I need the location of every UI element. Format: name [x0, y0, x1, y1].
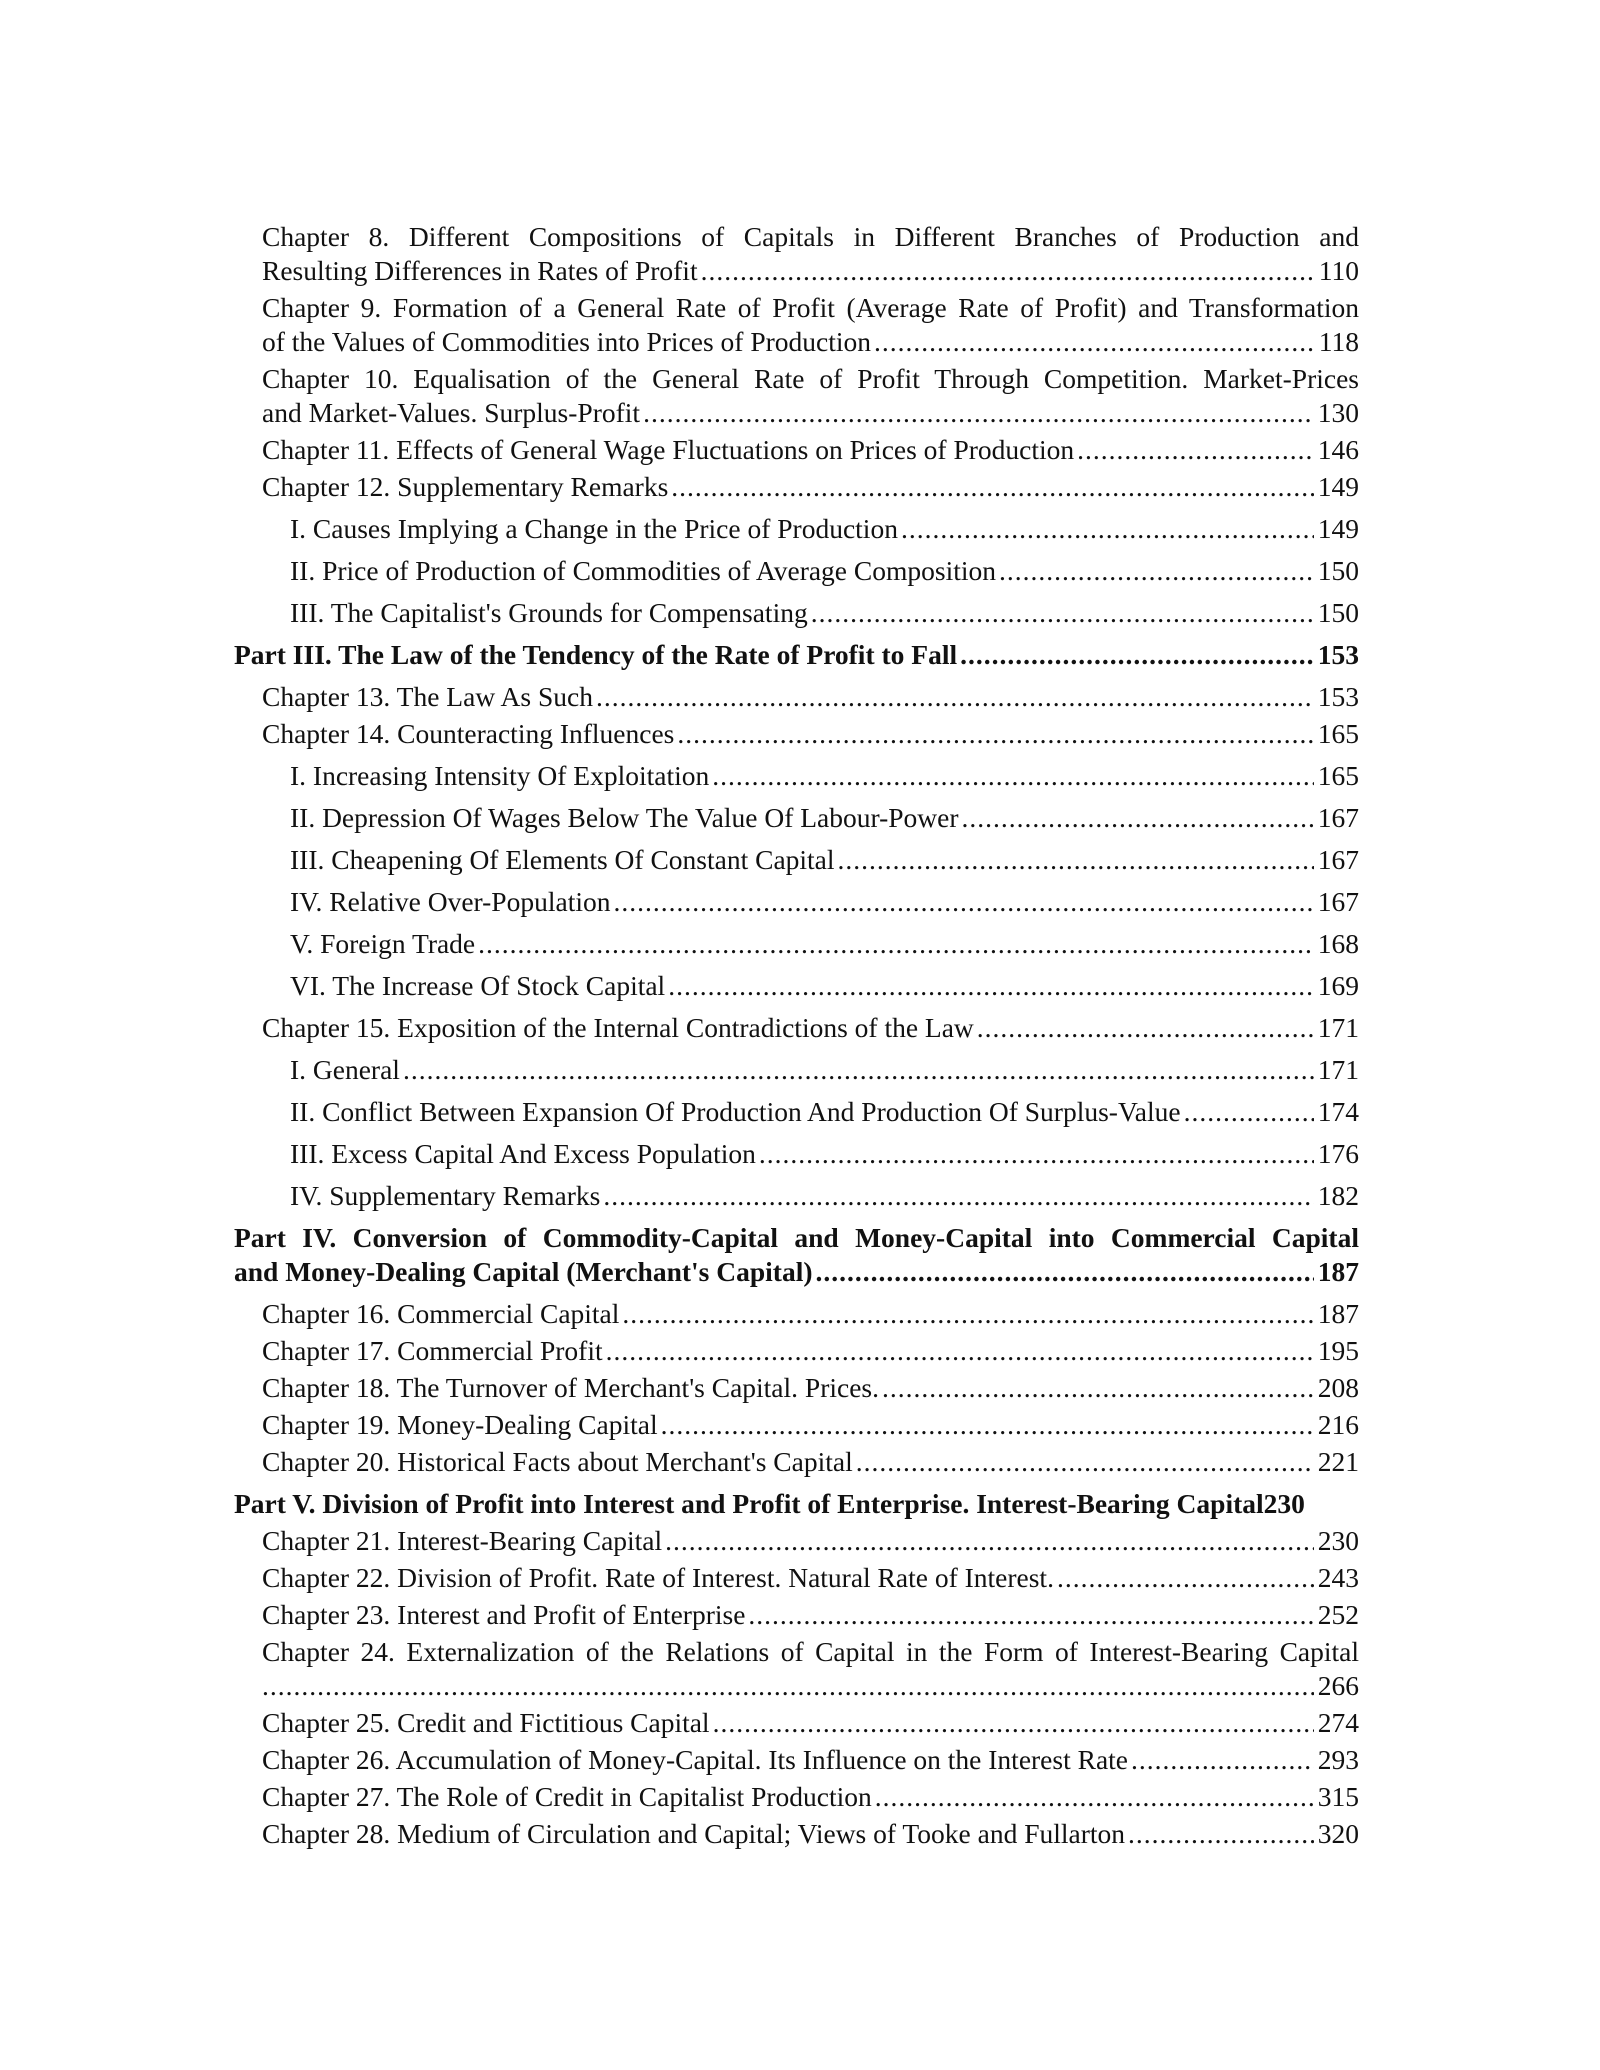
toc-page-number: 149	[1317, 513, 1359, 544]
toc-entry-section[interactable]	[234, 801, 1359, 835]
toc-entry-chapter-18[interactable]	[234, 1371, 1359, 1405]
dot-leader	[874, 325, 1315, 359]
dot-leader	[977, 1011, 1314, 1045]
toc-page-number: 252	[1317, 1599, 1359, 1630]
toc-entry-title: III. The Capitalist's Grounds for Compensating	[290, 597, 808, 628]
toc-entry-title: Chapter 15. Exposition of the Internal Contradictions of the Law	[262, 1012, 974, 1043]
toc-entry-title: II. Price of Production of Commodities of Average Composition	[290, 555, 996, 586]
toc-page-number: 320	[1317, 1818, 1359, 1849]
toc-entry-chapter-8[interactable]	[234, 220, 1359, 288]
toc-page-number: 182	[1317, 1180, 1359, 1211]
toc-entry-chapter-14[interactable]	[234, 717, 1359, 751]
toc-entry-title: and Market-Values. Surplus-Profit	[262, 397, 641, 428]
dot-leader	[816, 1255, 1314, 1289]
toc-page-number: 171	[1317, 1054, 1359, 1085]
toc-page-number: 167	[1317, 886, 1359, 917]
toc-entry-title: III. Cheapening Of Elements Of Constant Capital	[290, 844, 835, 875]
toc-entry-chapter-19[interactable]	[234, 1408, 1359, 1442]
toc-entry-title-line1: Chapter 9. Formation of a General Rate of Profit (Average Rate of Profit) and Transformation	[262, 292, 1359, 323]
dot-leader	[1057, 1561, 1314, 1595]
dot-leader	[677, 717, 1313, 751]
toc-entry-section[interactable]	[234, 843, 1359, 877]
toc-page-number: 167	[1317, 802, 1359, 833]
toc-page-number: 146	[1317, 434, 1359, 465]
table-of-contents	[234, 220, 1359, 1851]
toc-entry-title: IV. Relative Over-Population	[290, 886, 611, 917]
toc-entry-part-5[interactable]	[234, 1487, 1359, 1521]
toc-entry-title-line1: Chapter 10. Equalisation of the General Rate of Profit Through Competition. Market-Prices	[262, 363, 1359, 394]
dot-leader	[403, 1053, 1314, 1087]
dot-leader	[603, 1179, 1313, 1213]
toc-entry-title: Chapter 22. Division of Profit. Rate of Interest. Natural Rate of Interest.	[262, 1562, 1054, 1593]
dot-leader	[901, 512, 1314, 546]
toc-entry-title: Chapter 16. Commercial Capital	[262, 1298, 620, 1329]
dot-leader	[712, 759, 1313, 793]
dot-leader	[262, 1669, 1314, 1703]
toc-page-number: 130	[1317, 397, 1359, 428]
dot-leader	[701, 254, 1315, 288]
toc-entry-chapter-16[interactable]	[234, 1297, 1359, 1331]
toc-page-number: 243	[1317, 1562, 1359, 1593]
toc-page-number: 293	[1317, 1744, 1359, 1775]
toc-page-number: 169	[1317, 970, 1359, 1001]
toc-entry-chapter-25[interactable]	[234, 1706, 1359, 1740]
toc-entry-chapter-22[interactable]	[234, 1561, 1359, 1595]
dot-leader	[856, 1445, 1314, 1479]
dot-leader	[875, 1780, 1314, 1814]
toc-page-number: 150	[1317, 555, 1359, 586]
toc-entry-title: of the Values of Commodities into Prices of Production	[262, 326, 872, 357]
dot-leader	[882, 1371, 1314, 1405]
toc-entry-title: Chapter 28. Medium of Circulation and Capital; Views of Tooke and Fullarton	[262, 1818, 1126, 1849]
toc-entry-title-line1: Chapter 24. Externalization of the Relations of Capital in the Form of Interest-Bearing Capital	[262, 1636, 1359, 1667]
toc-entry-chapter-11[interactable]	[234, 433, 1359, 467]
toc-entry-title: Chapter 14. Counteracting Influences	[262, 718, 675, 749]
toc-page-number: 118	[1318, 326, 1359, 357]
toc-entry-title: Chapter 13. The Law As Such	[262, 681, 593, 712]
toc-entry-section[interactable]	[234, 1053, 1359, 1087]
toc-entry-section[interactable]	[234, 1179, 1359, 1213]
toc-page-number: 174	[1317, 1096, 1359, 1127]
dot-leader	[671, 470, 1313, 504]
toc-page-number: 149	[1317, 471, 1359, 502]
toc-page-number: 230	[1317, 1525, 1359, 1556]
dot-leader	[1184, 1095, 1314, 1129]
toc-entry-section[interactable]	[234, 512, 1359, 546]
toc-entry-section[interactable]	[234, 759, 1359, 793]
toc-entry-chapter-28[interactable]	[234, 1817, 1359, 1851]
toc-page-number: 165	[1317, 760, 1359, 791]
toc-page-number: 274	[1317, 1707, 1359, 1738]
toc-entry-title: IV. Supplementary Remarks	[290, 1180, 601, 1211]
toc-page-number: 168	[1317, 928, 1359, 959]
dot-leader	[613, 885, 1313, 919]
toc-entry-section[interactable]	[234, 1095, 1359, 1129]
toc-page-number: 208	[1317, 1372, 1359, 1403]
toc-entry-section[interactable]	[234, 596, 1359, 630]
toc-entry-title: Chapter 11. Effects of General Wage Fluctuations on Prices of Production	[262, 434, 1075, 465]
toc-entry-title: Chapter 23. Interest and Profit of Enterprise	[262, 1599, 746, 1630]
toc-entry-title: Chapter 19. Money-Dealing Capital	[262, 1409, 658, 1440]
toc-entry-chapter-10[interactable]	[234, 362, 1359, 430]
toc-entry-title: Part V. Division of Profit into Interest and Profit of Enterprise. Interest-Bearing Capital	[234, 1488, 1264, 1519]
toc-page-number: 110	[1318, 255, 1359, 286]
toc-entry-part-3[interactable]	[234, 638, 1359, 672]
toc-entry-part-4[interactable]	[234, 1221, 1359, 1289]
toc-entry-title: Chapter 17. Commercial Profit	[262, 1335, 603, 1366]
toc-entry-title: III. Excess Capital And Excess Population	[290, 1138, 756, 1169]
toc-entry-title: I. General	[290, 1054, 400, 1085]
toc-entry-title: II. Depression Of Wages Below The Value Of Labour-Power	[290, 802, 959, 833]
dot-leader	[606, 1334, 1314, 1368]
toc-entry-title: Chapter 12. Supplementary Remarks	[262, 471, 669, 502]
dot-leader	[661, 1408, 1314, 1442]
toc-entry-title: VI. The Increase Of Stock Capital	[290, 970, 666, 1001]
toc-entry-title: Resulting Differences in Rates of Profit	[262, 255, 698, 286]
toc-entry-title: Chapter 18. The Turnover of Merchant's Capital. Prices.	[262, 1372, 879, 1403]
dot-leader	[962, 801, 1314, 835]
dot-leader	[1131, 1743, 1314, 1777]
dot-leader	[622, 1297, 1313, 1331]
toc-entry-chapter-12[interactable]	[234, 470, 1359, 504]
toc-page-number: 153	[1317, 639, 1359, 670]
dot-leader	[643, 396, 1314, 430]
toc-page-number: 315	[1317, 1781, 1359, 1812]
toc-entry-title: Chapter 20. Historical Facts about Merchant's Capital	[262, 1446, 853, 1477]
toc-entry-section[interactable]	[234, 927, 1359, 961]
dot-leader	[748, 1598, 1313, 1632]
toc-page-number: 230	[1263, 1488, 1305, 1519]
dot-leader	[960, 638, 1314, 672]
dot-leader	[1128, 1817, 1314, 1851]
toc-entry-title-line1: Part IV. Conversion of Commodity-Capital and Money-Capital into Commercial Capital	[234, 1222, 1359, 1253]
dot-leader	[838, 843, 1314, 877]
toc-page-number: 167	[1317, 844, 1359, 875]
toc-entry-chapter-15[interactable]	[234, 1011, 1359, 1045]
toc-entry-section[interactable]	[234, 1137, 1359, 1171]
toc-entry-chapter-9[interactable]	[234, 291, 1359, 359]
toc-page-number: 221	[1317, 1446, 1359, 1477]
toc-page-number: 153	[1317, 681, 1359, 712]
toc-page-number: 187	[1317, 1256, 1359, 1287]
dot-leader	[811, 596, 1314, 630]
toc-entry-chapter-26[interactable]	[234, 1743, 1359, 1777]
dot-leader	[999, 554, 1314, 588]
dot-leader	[665, 1524, 1314, 1558]
toc-entry-title: Chapter 27. The Role of Credit in Capitalist Production	[262, 1781, 872, 1812]
toc-page-number: 187	[1317, 1298, 1359, 1329]
dot-leader	[1077, 433, 1314, 467]
toc-entry-title: Chapter 25. Credit and Fictitious Capital	[262, 1707, 710, 1738]
toc-page-number: 176	[1317, 1138, 1359, 1169]
toc-page-number: 216	[1317, 1409, 1359, 1440]
toc-entry-title-line1: Chapter 8. Different Compositions of Capitals in Different Branches of Production and	[262, 221, 1359, 252]
dot-leader	[713, 1706, 1314, 1740]
toc-entry-chapter-23[interactable]	[234, 1598, 1359, 1632]
toc-entry-section[interactable]	[234, 885, 1359, 919]
toc-entry-section[interactable]	[234, 554, 1359, 588]
toc-entry-chapter-24[interactable]	[234, 1635, 1359, 1703]
toc-entry-chapter-13[interactable]	[234, 680, 1359, 714]
toc-page-number: 195	[1317, 1335, 1359, 1366]
toc-page-number: 266	[1317, 1670, 1359, 1701]
toc-page-number: 171	[1317, 1012, 1359, 1043]
toc-entry-title: and Money-Dealing Capital (Merchant's Capital)	[234, 1256, 813, 1287]
dot-leader	[668, 969, 1314, 1003]
toc-entry-title: II. Conflict Between Expansion Of Production And Production Of Surplus-Value	[290, 1096, 1181, 1127]
dot-leader	[759, 1137, 1314, 1171]
toc-entry-section[interactable]	[234, 969, 1359, 1003]
dot-leader	[596, 680, 1314, 714]
toc-page-number: 150	[1317, 597, 1359, 628]
toc-entry-title: Part III. The Law of the Tendency of the Rate of Profit to Fall	[234, 639, 958, 670]
toc-page-number: 165	[1317, 718, 1359, 749]
dot-leader	[478, 927, 1314, 961]
toc-entry-title: I. Increasing Intensity Of Exploitation	[290, 760, 710, 791]
toc-entry-title: Chapter 21. Interest-Bearing Capital	[262, 1525, 663, 1556]
toc-entry-title: V. Foreign Trade	[290, 928, 476, 959]
toc-entry-chapter-17[interactable]	[234, 1334, 1359, 1368]
toc-entry-title: I. Causes Implying a Change in the Price of Production	[290, 513, 898, 544]
toc-entry-chapter-21[interactable]	[234, 1524, 1359, 1558]
toc-entry-chapter-27[interactable]	[234, 1780, 1359, 1814]
toc-entry-title: Chapter 26. Accumulation of Money-Capital. Its Influence on the Interest Rate	[262, 1744, 1128, 1775]
toc-entry-chapter-20[interactable]	[234, 1445, 1359, 1479]
